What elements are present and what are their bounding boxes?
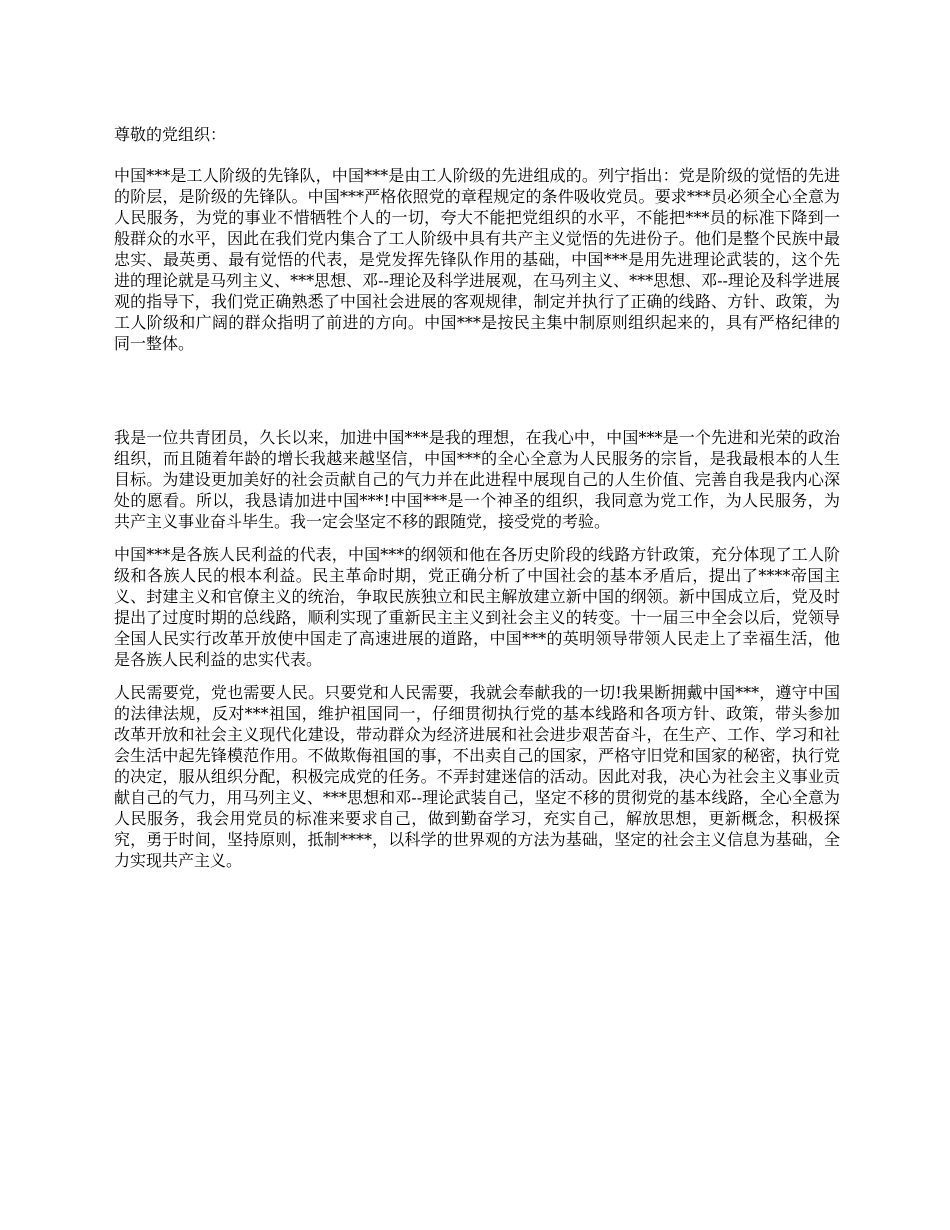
paragraph-2: 我是一位共青团员，久长以来，加进中国***是我的理想，在我心中，中国***是一个先进和光荣的政治组织，而且随着年龄的增长我越来越坚信，中国***的全心全意为人民服务的宗旨，是我最根本的人生目标。为建设更加美好的社会贡献自己的气力并在此进程中展现自己的人生价值、完善自我是我内心深处的愿看。所以，我恳请加进中国***!中国***是一个神圣的组织，我同意为党工作，为人民服务，为共产主义事业奋斗毕生。我一定会坚定不移的跟随党，接受党的考验。 [114, 428, 840, 531]
salutation: 尊敬的党组织： [114, 125, 227, 144]
paragraph-3: 中国***是各族人民利益的代表，中国***的纲领和他在各历史阶段的线路方针政策，充分体现了工人阶级和各族人民的根本利益。民主革命时期，党正确分析了中国社会的基本矛盾后，提出了****帝国主义、封建主义和官僚主义的统治，争取民族独立和民主解放建立新中国的纲领。新中国成立后，党及时提出了过度时期的总线路，顺利实现了重新民主主义到社会主义的转变。十一届三中全会以后，党领导全国人民实行改革开放使中国走了高速进展的道路，中国***的英明领导带领人民走上了幸福生活，他是各族人民利益的忠实代表。 [114, 545, 840, 669]
paragraph-1: 中国***是工人阶级的先锋队，中国***是由工人阶级的先进组成的。列宁指出：党是阶级的觉悟的先进的阶层，是阶级的先锋队。中国***严格依照党的章程规定的条件吸收党员。要求***员必须全心全意为人民服务，为党的事业不惜牺牲个人的一切，夸大不能把党组织的水平，不能把***员的标准下降到一般群众的水平，因此在我们党内集合了工人阶级中具有共产主义觉悟的先进份子。他们是整个民族中最忠实、最英勇、最有觉悟的代表，是党发挥先锋队作用的基础，中国***是用先进理论武装的，这个先进的理论就是马列主义、***思想、邓--理论及科学进展观，在马列主义、***思想、邓--理论及科学进展观的指导下，我们党正确熟悉了中国社会进展的客观规律，制定并执行了正确的线路、方针、政策，为工人阶级和广阔的群众指明了前进的方向。中国***是按民主集中制原则组织起来的，具有严格纪律的同一整体。 [114, 166, 840, 353]
paragraph-4: 人民需要党，党也需要人民。只要党和人民需要，我就会奉献我的一切!我果断拥戴中国***，遵守中国的法律法规，反对***祖国，维护祖国同一，仔细贯彻执行党的基本线路和各项方针、政策，带头参加改革开放和社会主义现代化建设，带动群众为经济进展和社会进步艰苦奋斗，在生产、工作、学习和社会生活中起先锋模范作用。不做欺侮祖国的事，不出卖自己的国家，严格守旧党和国家的秘密，执行党的决定，服从组织分配，积极完成党的任务。不弄封建迷信的活动。因此对我，决心为社会主义事业贡献自己的气力，用马列主义、***思想和邓--理论武装自己，坚定不移的贯彻党的基本线路，全心全意为人民服务，我会用党员的标准来要求自己，做到勤奋学习，充实自己，解放思想，更新概念，积极探究，勇于时间，坚持原则，抵制****，以科学的世界观的方法为基础，坚定的社会主义信息为基础，全力实现共产主义。 [114, 683, 840, 870]
document-page [114, 124, 840, 883]
